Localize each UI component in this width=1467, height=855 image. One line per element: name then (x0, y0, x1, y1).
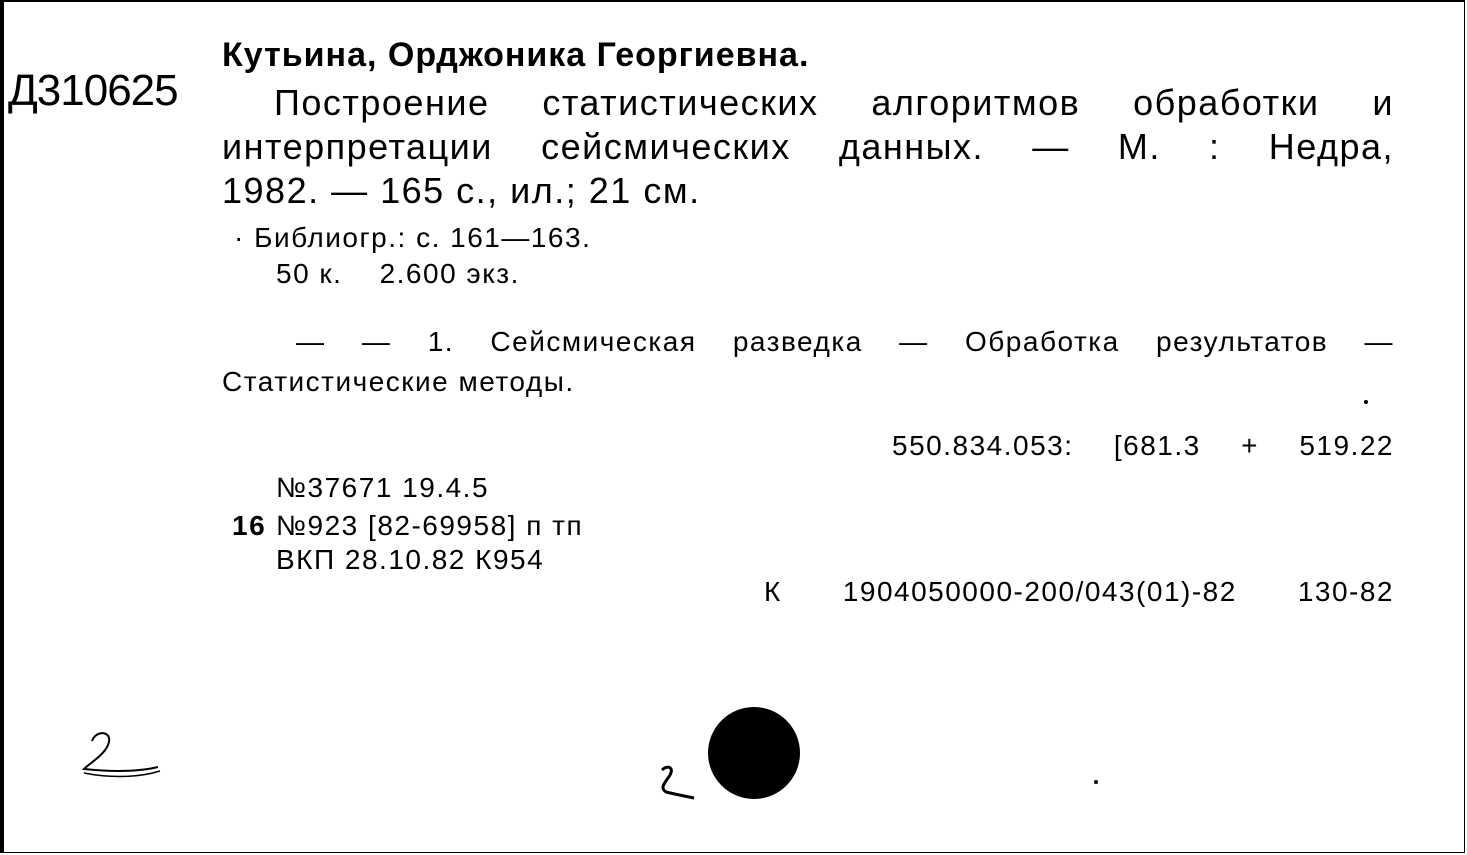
bibliography-note: · Библиогр.: с. 161—163. (234, 222, 592, 253)
note-line-2: №923 [82-69958] п тп (276, 510, 584, 541)
note-line-2-number: 16 (232, 510, 267, 541)
k-code: К 1904050000-200/043(01)-82 130-82 (764, 576, 1394, 607)
note-line-3: ВКП 28.10.82 К954 (276, 544, 545, 575)
price-copies: 50 к. 2.600 экз. (276, 258, 520, 289)
subject-heading-line-1: — — 1. Сейсмическая разведка — Обработка результатов — (296, 326, 1394, 357)
stray-dot (1364, 400, 1368, 404)
note-line-1: №37671 19.4.5 (276, 472, 490, 503)
punched-hole-mark (708, 707, 800, 799)
title-line-2: интерпретации сейсмических данных. — М. : Недра, (222, 126, 1394, 167)
title-line-1: Построение статистических алгоритмов обработки и (274, 82, 1394, 123)
subject-heading-line-2: Статистические методы. (222, 366, 575, 397)
handwritten-mark-2-left (74, 727, 174, 787)
stray-dot (1094, 780, 1098, 784)
udc-classification: 550.834.053: [681.3 + 519.22 (892, 430, 1394, 461)
handwritten-mark-2-center (654, 762, 704, 806)
shelf-mark: Д310625 (8, 66, 178, 115)
author-heading: Кутьина, Орджоника Георгиевна. (222, 36, 810, 74)
title-line-3: 1982. — 165 с., ил.; 21 см. (222, 170, 701, 211)
